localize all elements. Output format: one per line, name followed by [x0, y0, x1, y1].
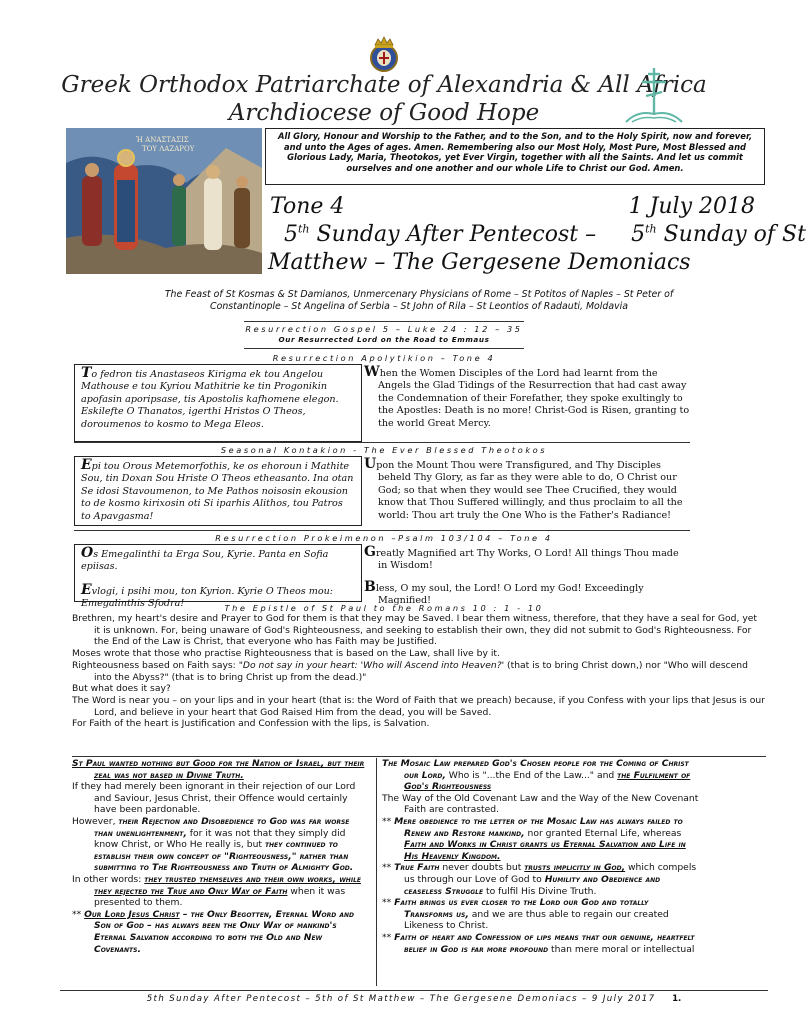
sunday-right-text: Sunday of St — [663, 222, 806, 247]
emphasis: they trusted themselves and their own works, while they rejected the True and Only Way of Faith — [94, 873, 361, 897]
tone-date-line — [270, 194, 765, 219]
prok-right-verse-1: reatly Magnified art Thy Works, O Lord! All things Thou made in Wisdom! — [375, 548, 679, 572]
text-span: to fulfil His Divine Truth. — [483, 885, 597, 897]
commentary-paragraph — [382, 932, 700, 955]
dropcap: E — [81, 581, 92, 598]
epistle-paragraph: But what does it say? — [72, 683, 171, 695]
commentary-right-column — [382, 758, 700, 955]
epistle-paragraph: For Faith of the heart is Justification and Confession with the lips, is Salvation. — [72, 718, 430, 730]
prok-right-verse-2: less, O my soul, the Lord! O Lord my God! Exceedingly Magnified! — [375, 582, 644, 607]
footer-text: 5th Sunday After Pentecost – 5th of St Matthew – The Gergesene Demoniacs – 9 July 2017 — [146, 994, 656, 1004]
apolytikion-transliteration — [74, 364, 362, 442]
apolytikion-left-text: o fedron tis Anastaseos Kirigma ek tou Angelou Mathouse e tou Kyriou Mathitrie ke tin Progonikin apofasin aporipsase, tis Apostolis kafhomene elegon. Eskilefte O Thanatos, igerthi Hristos O Theos, doroumenos to kosmo to Mega Eleos. — [81, 369, 339, 430]
dropcap: T — [81, 365, 92, 381]
commentary-paragraph — [382, 758, 700, 793]
epistle-paragraph: Moses wrote that those who practise Righteousness that is based on the Law, shall live by it. — [72, 648, 500, 660]
commentary-paragraph — [72, 816, 370, 874]
dropcap: B — [364, 578, 376, 595]
emphasis: Faith and Works in Christ grants us Eternal Salvation and Life in His Heavenly Kingdom. — [404, 839, 686, 862]
commentary-paragraph — [382, 897, 700, 932]
divider — [74, 530, 690, 531]
column-divider — [376, 758, 377, 986]
apolytikion-right-text: hen the Women Disciples of the Lord had learnt from the Angels the Glad Tidings of the Resurrection that had cast away the Condemnation of their Forefather, they spoke exultingly to the Apostles: Death is no more! Christ-God is Risen, granting to the world Great Mercy. — [378, 368, 690, 429]
emphasis: Our Lord Jesus Christ — [84, 908, 180, 920]
emphasis: – the Only Begotten, Eternal Word and Son of God – has always been the Only Way of mankind's Eternal Salvation according to both the Old and New Covenants. — [94, 908, 355, 955]
gospel-subtitle: Our Resurrected Lord on the Road to Emmaus — [278, 335, 490, 344]
emphasis: trusts implicitly in God, — [524, 862, 626, 874]
prokeimenon-english — [364, 546, 690, 608]
emphasis: The Mosaic Law prepared God's Chosen people for the Coming of Christ our Lord, — [382, 758, 689, 781]
page-footer — [60, 994, 768, 1004]
sunday-right-sup: th — [645, 222, 657, 236]
feasts-line-1: The Feast of St Kosmas & St Damianos, Unmercenary Physicians of Rome – St Potitos of Naples – St Peter of — [164, 289, 674, 300]
text-span: Who is "...the End of the Law..." and — [445, 769, 618, 781]
emphasis: Humility and Obedience and ceaseless Struggle — [404, 873, 661, 897]
divider — [244, 321, 524, 322]
epistle-paragraph: The Word is near you – on your lips and in your heart (that is: the Word of Faith that we preach) because, if you Confess with your lips that Jesus is our Lord, and believe in your heart that God Raised Him from the dead, you will be Saved. — [72, 694, 765, 718]
dropcap: W — [364, 364, 380, 380]
emphasis: the Fulfilment of God's Righteousness — [404, 769, 691, 793]
emphasis: True Faith — [394, 862, 440, 874]
text-span: when it was presented to them. — [94, 885, 346, 909]
bullet-marker: ** — [72, 908, 85, 920]
kontakion-english — [364, 458, 690, 522]
feasts-of-day — [74, 289, 764, 313]
prok-left-verse-2: vlogi, i psihi mou, ton Kyrion. Kyrie O Theos mou: Emegalinthis Sfodra! — [81, 585, 334, 610]
bullet-marker: ** — [382, 815, 395, 827]
page-number: 1. — [672, 994, 682, 1004]
commentary-paragraph — [72, 909, 370, 955]
kontakion-title: Seasonal Kontakion - The Ever Blessed Theotokos — [220, 445, 548, 455]
dropcap: O — [81, 545, 94, 561]
emphasis: their Rejection and Disobedience to God was far worse than unenlightenment, — [94, 815, 350, 839]
emphasis: Faith brings us ever closer to the Lord our God and totally Transforms us, — [394, 897, 649, 920]
bullet-marker: ** — [382, 897, 395, 909]
prokeimenon-title: Resurrection Prokeimenon –Psalm 103/104 – Tone 4 — [215, 533, 553, 543]
epistle-text — [72, 613, 766, 730]
divider — [60, 990, 768, 991]
emphasis: Faith of heart and Confession of lips means that our genuine, heartfelt belief in God is far more profound — [394, 931, 695, 955]
epistle-text-span: (that is to bring Christ down,) nor "Who will descend into the Abyss?" (that is to bring Christ up from the dead.)" — [94, 659, 748, 683]
text-span: which compels us through our Love of God to — [404, 862, 697, 885]
prok-left-verse-1: s Emegalinthi ta Erga Sou, Kyrie. Panta en Sofia epiisas. — [81, 549, 329, 573]
kontakion-left-text: pi tou Orous Metemorfothis, ke os ehoroun i Mathite Sou, tin Doxan Sou Hriste O Theos etheasanto. Ina otan Se idosi Stavoumenon, to Me Pathos noisosin ekousion to de kosmo kirixosin oti Si iparhis Alithos, tou Patros to Apavgasma! — [81, 461, 354, 522]
icon-caption-top: Ἡ ΑΝΑΣΤΑΣΙΣ — [136, 136, 189, 144]
divider — [244, 348, 524, 349]
icon-caption-bottom: ΤΟΥ ΛΑΖΑΡΟΥ — [142, 145, 195, 153]
text-span: never doubts but — [439, 862, 525, 874]
commentary-paragraph — [382, 816, 700, 862]
epistle-text-span: Righteousness based on Faith says: — [72, 659, 239, 671]
commentary-paragraph: If they had merely been ignorant in their rejection of our Lord and Saviour, Jesus Christ, their Offence would certainly have been pardonable. — [72, 781, 356, 816]
dropcap: U — [364, 456, 377, 472]
text-span: for it was not that they simply did know Christ, or Who He really is, but — [94, 827, 346, 851]
emphasis: they continued to establish their own concept of "Righteousness," rather than submitting to The Righteousness and Truth of Almighty God. — [94, 839, 354, 874]
text-span: than mere moral or intellectual — [548, 943, 695, 955]
tone-label: Tone 4 — [270, 194, 345, 219]
sunday-left-sup: th — [298, 222, 310, 236]
epistle-title: The Epistle of St Paul to the Romans 10 : 1 - 10 — [224, 603, 544, 613]
apolytikion-english — [364, 366, 690, 430]
dropcap: G — [364, 544, 376, 560]
text-span: and we are thus able to regain our created Likeness to Christ. — [404, 908, 669, 932]
gospel-theme-line: Matthew – The Gergesene Demoniacs — [268, 250, 691, 275]
epistle-paragraph: Brethren, my heart's desire and Prayer to God for them is that they may be Saved. I bear them witness, therefore, that they have a seal for God, yet it is unknown. For, being unaware of God's Righteousness, and seeking to establish their own, they did not submit to God's Righteousness. For the End of the Law is Christ, that everyone who has Faith may be Justified. — [72, 613, 758, 648]
divider — [74, 442, 690, 443]
page-title: Greek Orthodox Patriarchate of Alexandria & All Africa — [61, 72, 707, 98]
bullet-marker: ** — [382, 862, 395, 874]
prokeimenon-transliteration — [74, 544, 362, 610]
commentary-paragraph: The Way of the Old Covenant Law and the Way of the New Covenant Faith are contrasted. — [382, 792, 699, 816]
gospel-title: Resurrection Gospel 5 – Luke 24 : 12 – 35 — [245, 324, 523, 334]
bullet-marker: ** — [382, 931, 395, 943]
opening-prayer: All Glory, Honour and Worship to the Father, and to the Son, and to the Holy Spirit, now and forever, and unto the Ages of ages. Amen. Remembering also our Most Holy, Most Pure, Most Blessed and Glorious Lady, Maria, Theotokos, yet Ever Virgin, together with all the Saints. And let us commit ourselves and one another and our whole Life to Christ our God. Amen. — [265, 128, 765, 185]
epistle-paragraph — [72, 660, 766, 683]
lazarus-icon-image — [66, 128, 262, 274]
date-label: 1 July 2018 — [628, 194, 755, 219]
divider — [72, 756, 766, 757]
text-span: nor granted Eternal Life, whereas — [524, 827, 682, 839]
sunday-left-num: 5 — [284, 222, 298, 247]
kontakion-right-text: pon the Mount Thou were Transfigured, and Thy Disciples beheld Thy Glory, as far as they were able to do, O Christ our God; so that when they would see Thee Crucified, they would know that Thou Suffered willingly, and thus proclaim to all the world: Thou art truly the One Who is the Father's Radiance! — [376, 460, 683, 521]
sunday-right-num: 5 — [631, 222, 646, 247]
page-subtitle: Archdiocese of Good Hope — [228, 100, 540, 126]
orthodox-cross-icon — [618, 64, 690, 126]
sunday-left-text: Sunday After Pentecost – — [316, 222, 597, 247]
kontakion-transliteration — [74, 456, 362, 526]
dropcap: E — [81, 457, 92, 473]
commentary-paragraph — [382, 862, 700, 897]
commentary-left-column — [72, 758, 370, 955]
apolytikion-title: Resurrection Apolytikion – Tone 4 — [272, 353, 496, 363]
text-span: In other words: — [72, 873, 145, 885]
sunday-line — [284, 222, 806, 247]
epistle-quote: "Do not say in your heart: 'Who will Ascend into Heaven?' — [238, 659, 505, 671]
patriarchate-crest-icon — [367, 36, 401, 74]
commentary-paragraph — [72, 874, 370, 909]
text-span: However, — [72, 815, 119, 827]
feasts-line-2: Constantinople – St Angelina of Serbia – St John of Rila – St Leontios of Radauti, Moldavia — [210, 301, 628, 312]
commentary-paragraph: St Paul wanted nothing but Good for the Nation of Israel, but their zeal was not based in Divine Truth. — [72, 758, 365, 781]
emphasis: Mere obedience to the letter of the Mosaic Law has always failed to Renew and Restore mankind, — [394, 815, 683, 839]
